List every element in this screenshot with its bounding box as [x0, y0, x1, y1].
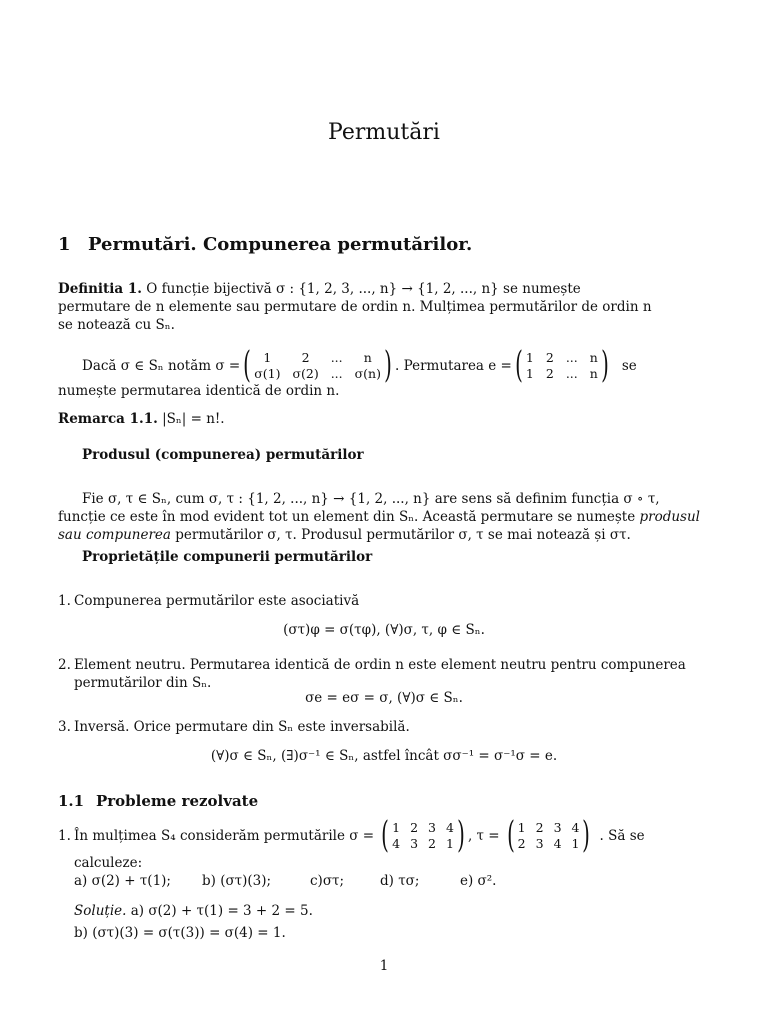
- matrix-cell: 1: [445, 836, 454, 851]
- matrix-cell: n: [363, 350, 372, 365]
- problem-mid: , τ =: [467, 828, 500, 844]
- product-line3b: permutărilor σ, τ. Produsul permutărilor σ, τ se mai notează și στ.: [170, 527, 631, 543]
- page-title: Permutări: [328, 120, 440, 145]
- notation-block: [58, 345, 708, 386]
- product-line2b: produsul: [639, 509, 700, 525]
- properties-heading: Proprietățile compunerii permutărilor: [82, 549, 373, 565]
- definition-label: Definitia 1.: [58, 281, 142, 297]
- matrix-cell: 2: [410, 820, 419, 835]
- product-line1: Fie σ, τ ∈ Sₙ, cum σ, τ : {1, 2, ..., n} → {1, 2, ..., n} are sens să definim funcția σ ∘ τ,: [82, 491, 660, 507]
- definition-line3: se notează cu Sₙ.: [58, 317, 175, 333]
- problem-option: e) σ².: [460, 873, 497, 889]
- matrix-cell: 1: [525, 350, 534, 365]
- matrix-cell: 4: [445, 820, 454, 835]
- matrix-cell: 1: [571, 836, 580, 851]
- property-item: [58, 718, 718, 736]
- definition-line1: O funcție bijectivă σ : {1, 2, 3, ..., n} → {1, 2, ..., n} se numește: [146, 281, 581, 297]
- identity-matrix: ( 1 2 ... n 1 2 ... n ): [515, 345, 609, 386]
- item-number: 2.: [58, 657, 71, 673]
- matrix-cell: 4: [571, 820, 580, 835]
- remark-label: Remarca 1.1.: [58, 411, 158, 427]
- matrix-cell: 2: [301, 350, 310, 365]
- problem-option: b) (στ)(3);: [202, 873, 272, 889]
- matrix-cell: n: [589, 366, 598, 381]
- matrix-cell: 1: [525, 366, 534, 381]
- problem-1: [58, 815, 718, 890]
- remark-text: |Sₙ| = n!.: [162, 411, 225, 427]
- property-item: [58, 656, 718, 692]
- matrix-cell: 4: [553, 836, 562, 851]
- formula-inverse: (∀)σ ∈ Sₙ, (∃)σ⁻¹ ∈ Sₙ, astfel încât σσ⁻¹ = σ⁻¹σ = e.: [210, 748, 558, 764]
- sigma-matrix: ( 1 2 ... n σ(1) σ(2) ... σ(n) ): [243, 345, 392, 386]
- solution-block: [58, 902, 708, 942]
- item-text: Element neutru. Permutarea identică de ordin n este element neutru pentru compunerea: [74, 657, 686, 673]
- problem-option: d) τσ;: [380, 873, 420, 889]
- matrix-cell: 2: [428, 836, 436, 851]
- matrix-cell: ...: [565, 350, 578, 365]
- subsection-heading: [58, 792, 258, 810]
- problem-line2: calculeze:: [74, 855, 143, 871]
- section-title: Permutări. Compunerea permutărilor.: [88, 234, 473, 255]
- property-item: [58, 592, 718, 610]
- item-text: Compunerea permutărilor este asociativă: [74, 593, 360, 609]
- solution-line1: a) σ(2) + τ(1) = 3 + 2 = 5.: [130, 903, 313, 919]
- problem-number: 1.: [58, 828, 71, 844]
- notation-line2: numește permutarea identică de ordin n.: [58, 383, 340, 399]
- matrix-cell: 3: [428, 820, 436, 835]
- matrix-cell: ...: [565, 366, 578, 381]
- definition-line2: permutare de n elemente sau permutare de ordin n. Mulțimea permutărilor de ordin n: [58, 299, 652, 315]
- notation-prefix: Dacă σ ∈ Sₙ notăm σ =: [82, 358, 241, 374]
- problem-prefix: În mulțimea S₄ considerăm permutările σ =: [74, 828, 375, 844]
- matrix-cell: 1: [517, 820, 526, 835]
- product-heading: Produsul (compunerea) permutărilor: [82, 447, 364, 463]
- item-text: Inversă. Orice permutare din Sₙ este inversabilă.: [74, 719, 410, 735]
- matrix-cell: 1: [263, 350, 272, 365]
- matrix-cell: 1: [392, 820, 401, 835]
- item-number: 3.: [58, 719, 71, 735]
- section-number: 1: [58, 234, 71, 255]
- item-text2: permutărilor din Sₙ.: [74, 675, 212, 691]
- matrix-cell: 4: [392, 836, 401, 851]
- matrix-cell: 2: [545, 366, 554, 381]
- definition-block: [58, 280, 708, 334]
- matrix-cell: 3: [410, 836, 419, 851]
- sigma4-matrix: ( 1 2 3 4 4 3 2 1 ): [381, 815, 465, 856]
- matrix-cell: σ(n): [354, 366, 381, 381]
- matrix-cell: 3: [553, 820, 562, 835]
- solution-line2: b) (στ)(3) = σ(τ(3)) = σ(4) = 1.: [74, 925, 286, 941]
- matrix-cell: σ(1): [254, 366, 281, 381]
- matrix-cell: ...: [330, 350, 343, 365]
- matrix-cell: 2: [545, 350, 554, 365]
- problem-suffix: . Să se: [599, 828, 645, 844]
- subsection-title: Probleme rezolvate: [96, 792, 259, 810]
- problem-option: a) σ(2) + τ(1);: [74, 873, 171, 889]
- solution-label: Soluție.: [74, 903, 127, 919]
- matrix-cell: 2: [517, 836, 526, 851]
- product-line3a: sau compunerea: [58, 527, 171, 543]
- problem-option: c)στ;: [310, 873, 345, 889]
- matrix-cell: 2: [535, 820, 544, 835]
- tau4-matrix: ( 1 2 3 4 2 3 4 1 ): [506, 815, 591, 856]
- section-heading: [58, 234, 472, 255]
- matrix-cell: ...: [330, 366, 343, 381]
- subsection-number: 1.1: [58, 792, 85, 810]
- notation-middle: . Permutarea e =: [395, 358, 512, 374]
- formula-associativity: (στ)φ = σ(τφ), (∀)σ, τ, φ ∈ Sₙ.: [283, 622, 485, 638]
- page-number: 1: [379, 958, 389, 974]
- problem-options: [58, 872, 718, 890]
- notation-suffix: se: [621, 358, 637, 374]
- matrix-cell: 3: [535, 836, 544, 851]
- formula-neutral: σe = eσ = σ, (∀)σ ∈ Sₙ.: [305, 690, 463, 706]
- matrix-cell: n: [589, 350, 598, 365]
- remark: [58, 410, 708, 428]
- product-paragraph: [58, 490, 708, 544]
- item-number: 1.: [58, 593, 71, 609]
- product-line2a: funcție ce este în mod evident tot un element din Sₙ. Această permutare se numește: [58, 509, 640, 525]
- matrix-cell: σ(2): [292, 366, 319, 381]
